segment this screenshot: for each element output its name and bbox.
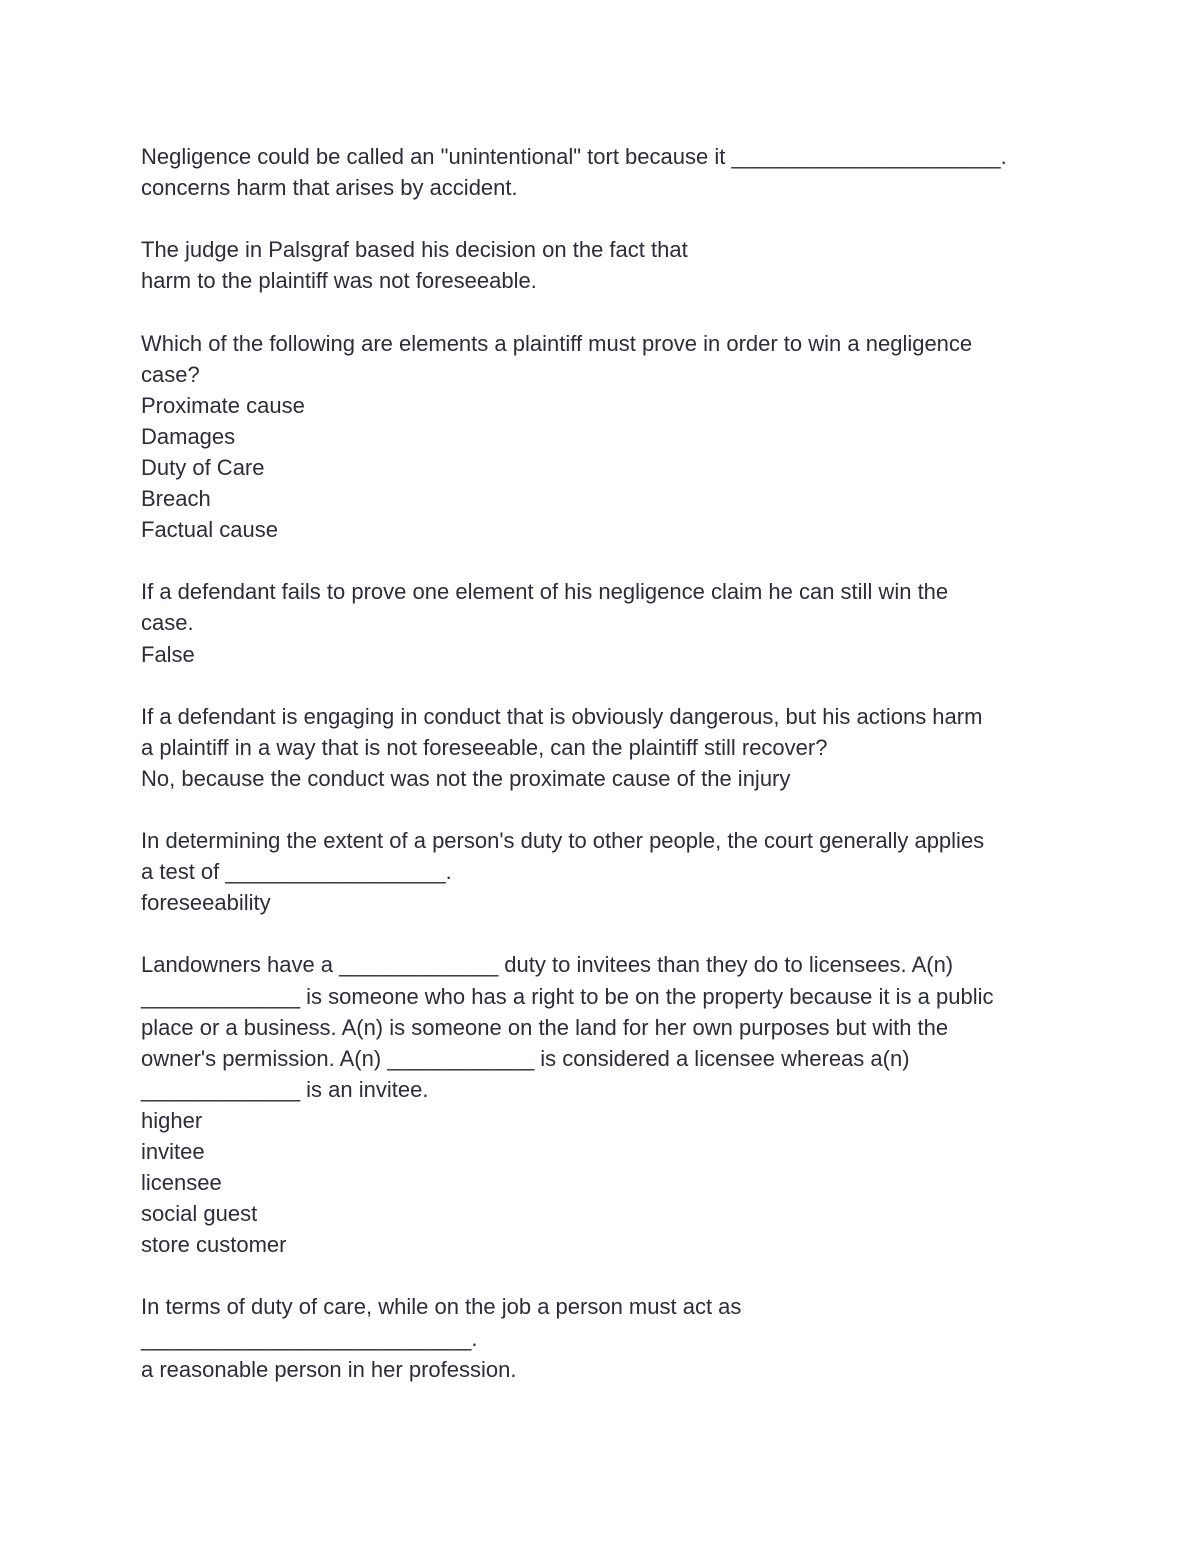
question-text: a test of __________________. xyxy=(141,859,452,885)
question-block-landowners xyxy=(141,949,1101,1260)
answer-item: invitee xyxy=(141,1139,205,1164)
question-block-defendant-element xyxy=(141,576,1101,669)
question-text: place or a business. A(n) is someone on the land for her own purposes but with the xyxy=(141,1014,949,1040)
question-block-duty-on-job xyxy=(141,1291,1101,1384)
answer-text: harm to the plaintiff was not foreseeable. xyxy=(141,268,537,294)
question-block-duty-test xyxy=(141,825,1101,918)
answer-item: Breach xyxy=(141,486,211,512)
answer-item: Damages xyxy=(141,423,236,449)
answer-item: Factual cause xyxy=(141,517,278,543)
question-text: _____________ is someone who has a right to be on the property because it is a public xyxy=(141,983,994,1009)
question-text: Which of the following are elements a plaintiff must prove in order to win a negligence xyxy=(141,330,973,356)
question-text: If a defendant is engaging in conduct that is obviously dangerous, but his actions harm xyxy=(141,703,983,729)
question-text: Landowners have a _____________ duty to invitees than they do to licensees. A(n) xyxy=(141,952,954,978)
answer-item: Duty of Care xyxy=(141,454,265,480)
question-block-palsgraf xyxy=(141,234,1101,296)
question-text: _____________ is an invitee. xyxy=(141,1076,429,1102)
answer-text: False xyxy=(141,641,195,667)
question-block-negligence-unintentional xyxy=(141,141,1101,203)
question-text: case. xyxy=(141,610,194,636)
question-block-negligence-elements xyxy=(141,328,1101,546)
answer-item: store customer xyxy=(141,1232,287,1258)
answer-text: No, because the conduct was not the proximate cause of the injury xyxy=(141,765,791,791)
question-text: a plaintiff in a way that is not foreseeable, can the plaintiff still recover? xyxy=(141,734,828,760)
question-text: If a defendant fails to prove one element of his negligence claim he can still win the xyxy=(141,579,949,605)
document-page xyxy=(141,141,1101,1416)
answer-item: social guest xyxy=(141,1201,258,1227)
answer-text: a reasonable person in her profession. xyxy=(141,1356,517,1382)
question-text: ___________________________. xyxy=(141,1325,478,1351)
question-text: The judge in Palsgraf based his decision on the fact that xyxy=(141,237,688,263)
question-text: In terms of duty of care, while on the job a person must act as xyxy=(141,1294,742,1320)
question-block-dangerous-conduct xyxy=(141,701,1101,794)
answer-item: Proximate cause xyxy=(141,392,305,418)
question-text: Negligence could be called an "unintentional" tort because it ______________________. xyxy=(141,144,1007,169)
question-text: case? xyxy=(141,361,200,387)
answer-text: foreseeability xyxy=(141,890,271,916)
question-text: owner's permission. A(n) ____________ is considered a licensee whereas a(n) xyxy=(141,1045,910,1071)
question-text: In determining the extent of a person's duty to other people, the court generally applies xyxy=(141,828,985,854)
answer-item: licensee xyxy=(141,1170,222,1196)
answer-item: higher xyxy=(141,1107,203,1133)
answer-text: concerns harm that arises by accident. xyxy=(141,175,518,201)
